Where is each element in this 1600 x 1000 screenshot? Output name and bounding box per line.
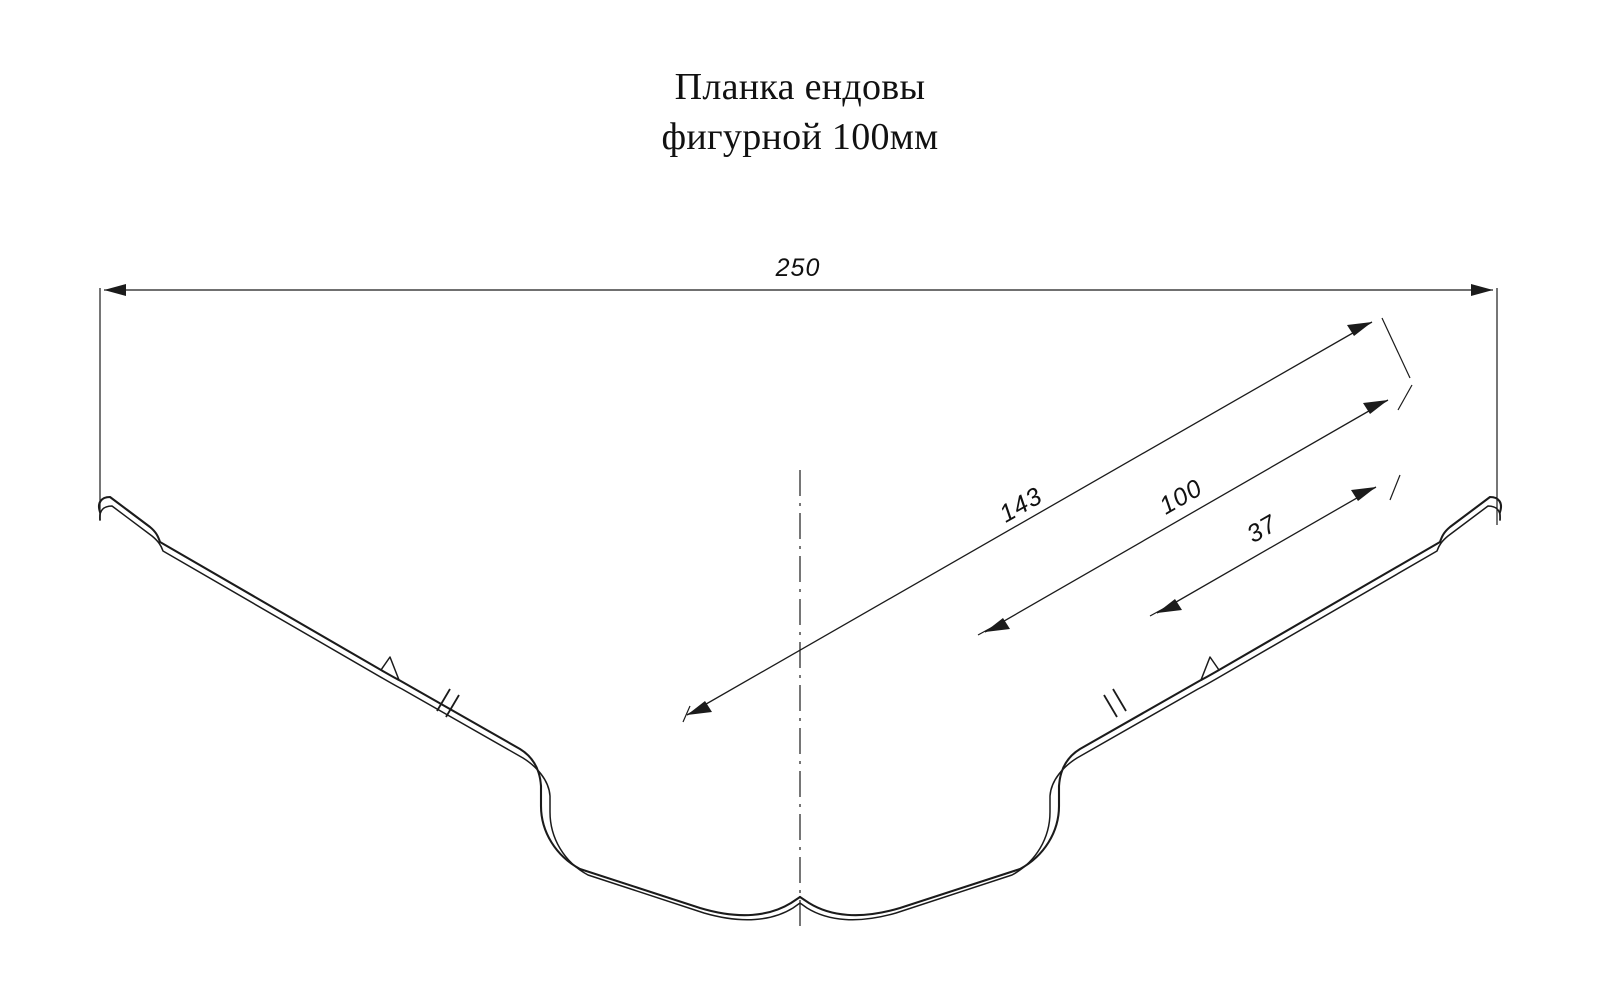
step-bend-left (381, 657, 399, 680)
step-bend-right (1201, 657, 1219, 680)
dimension-37-ext-end (1390, 475, 1400, 500)
dimension-143 (683, 318, 1410, 722)
dimension-250-label: 250 (775, 254, 821, 282)
profile-outline-right (800, 497, 1501, 915)
profile-outline-outer (99, 497, 800, 915)
title-line-2: фигурной 100мм (661, 116, 939, 158)
dimension-100-ext-end (1398, 385, 1412, 410)
dimension-143-ext-end (1382, 318, 1410, 378)
dimension-37-label: 37 (1242, 509, 1282, 549)
dimension-143-label: 143 (994, 481, 1048, 529)
title-line-1: Планка ендовы (674, 66, 926, 108)
dimension-250-arrow-left (104, 284, 126, 296)
break-mark-right (1104, 689, 1126, 717)
dimension-250-arrow-right (1471, 284, 1493, 296)
dimension-250 (104, 254, 1493, 296)
dimension-100-label: 100 (1154, 473, 1208, 521)
dimension-100-line (985, 400, 1388, 632)
